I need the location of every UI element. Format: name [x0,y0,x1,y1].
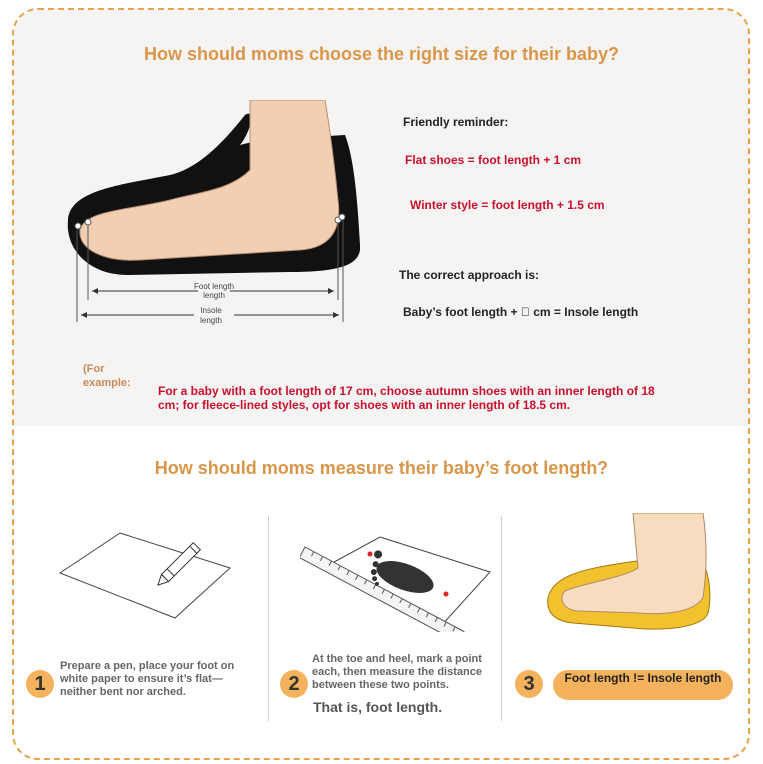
step-3-badge: 3 [515,670,543,698]
reminder-label: Friendly reminder: [403,115,509,129]
svg-text:length: length [203,291,225,300]
foot-length-label: Foot length [193,282,235,291]
step-2-note: That is, foot length. [313,699,443,715]
step-2-text: At the toe and heel, mark a point each, then measure the distance between these two points. [312,653,482,691]
example-label: (For example: [83,363,131,389]
approach-label: The correct approach is: [399,268,540,282]
insole-length-label: Insole [200,306,222,315]
size-formula: Baby’s foot length +   cm = Insole length [403,305,639,319]
size-title: How should moms choose the right size for their baby? [143,44,620,64]
winter-style-rule: Winter style = foot length + 1.5 cm [410,198,605,212]
step-divider-1 [268,516,269,721]
step-1-badge: 1 [26,670,54,698]
example-text: For a baby with a foot length of 17 cm, choose autumn shoes with an inner length of 18 cm; for fleece-lined styles, opt for shoes with an inner length of 18.5 cm. [158,384,655,412]
step-3-pill: Foot length != Insole length [553,670,733,700]
step-divider-2 [501,516,502,721]
paper-pen-illustration [55,528,235,628]
flat-shoes-rule: Flat shoes = foot length + 1 cm [405,153,582,167]
step-1-text: Prepare a pen, place your foot on white paper to ensure it’s flat—neither bent nor arched. [60,660,235,698]
shoe-diagram [60,100,360,330]
measure-title: How should moms measure their baby’s foot length? [154,458,609,478]
ruler-footprint-illustration [300,532,495,632]
svg-text:length: length [200,316,222,325]
foot-in-insole-illustration [543,513,718,633]
step-2-badge: 2 [280,670,308,698]
